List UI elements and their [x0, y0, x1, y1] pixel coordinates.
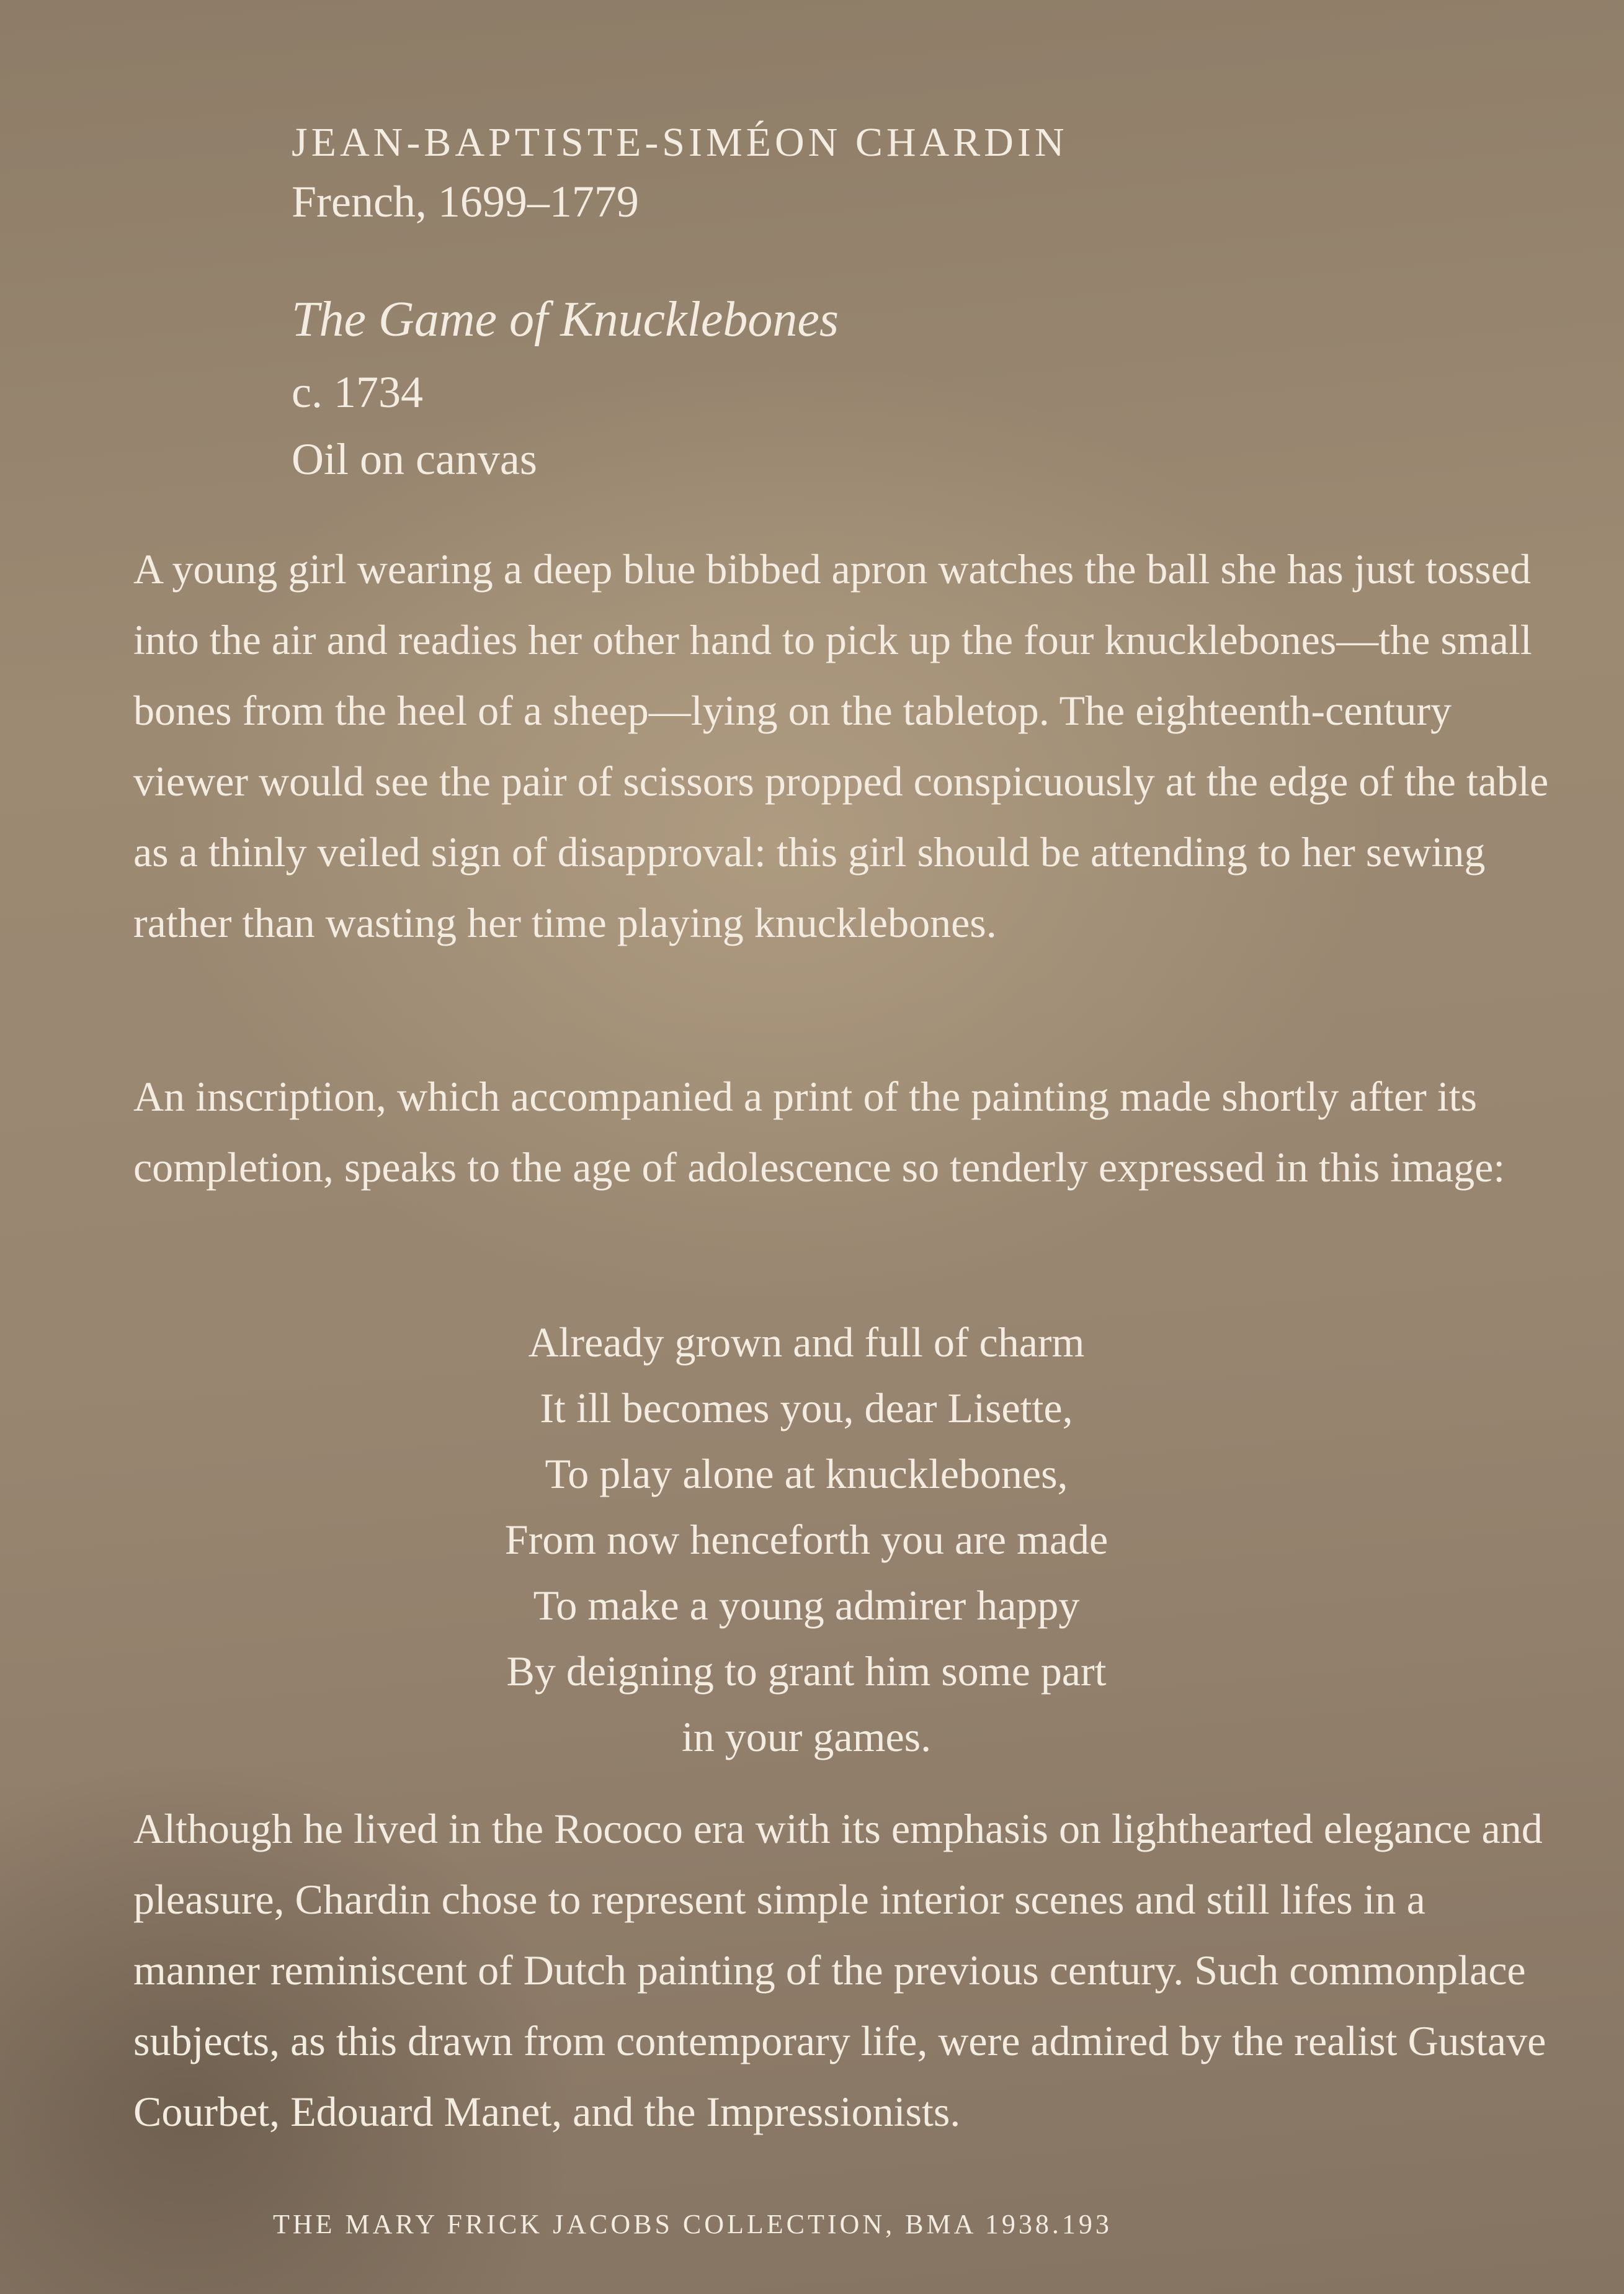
- poem-line: It ill becomes you, dear Lisette,: [540, 1384, 1073, 1432]
- poem-line: in your games.: [681, 1713, 932, 1760]
- paragraph-text: Although he lived in the Rococo era with its emphasis on lighthearted elegance and pleasure, Chardin chose to represent simple interior scenes and still lifes in a manner reminiscent of Dutch painting of the previous century. Such commonplace subjects, as this drawn from contemporary life, were admired by the realist Gustave Courbet, Edouard Manet, and the Impressionists.: [133, 1805, 1546, 2135]
- poem-line: To make a young admirer happy: [533, 1582, 1080, 1629]
- artwork-date: c. 1734: [292, 367, 423, 417]
- poem-line: Already grown and full of charm: [528, 1319, 1085, 1366]
- description-paragraph-3: [133, 1793, 1560, 2147]
- poem-line: To play alone at knucklebones,: [545, 1450, 1068, 1497]
- artist-header: [292, 115, 1346, 233]
- credit-line: THE MARY FRICK JACOBS COLLECTION, BMA 1938.193: [273, 2209, 1112, 2239]
- artwork-title: The Game of Knucklebones: [292, 292, 839, 347]
- poem-line: By deigning to grant him some part: [506, 1647, 1107, 1695]
- artist-name: JEAN-BAPTISTE-SIMÉON CHARDIN: [292, 120, 1068, 165]
- artist-nationality-dates: French, 1699–1779: [292, 177, 639, 226]
- description-paragraph-2: [133, 1061, 1560, 1203]
- artwork-medium: Oil on canvas: [292, 434, 537, 484]
- poem-line: From now henceforth you are made: [504, 1516, 1109, 1563]
- inscription-poem: [372, 1309, 1241, 1770]
- paragraph-text: An inscription, which accompanied a print of the painting made shortly after its completion, speaks to the age of adolescence so tenderly expressed in this image:: [133, 1073, 1506, 1191]
- paragraph-text: A young girl wearing a deep blue bibbed apron watches the ball she has just tossed into the air and readies her other hand to pick up the four knucklebones—the small bones from the heel of a sheep—lying on the tabletop. The eighteenth-century viewer would see the pair of scissors propped conspicuously at the edge of the table as a thinly veiled sign of disapproval: this girl should be attending to her sewing rather than wasting her time playing knucklebones.: [133, 545, 1549, 946]
- description-paragraph-1: [133, 534, 1560, 958]
- artwork-details: [292, 285, 1346, 493]
